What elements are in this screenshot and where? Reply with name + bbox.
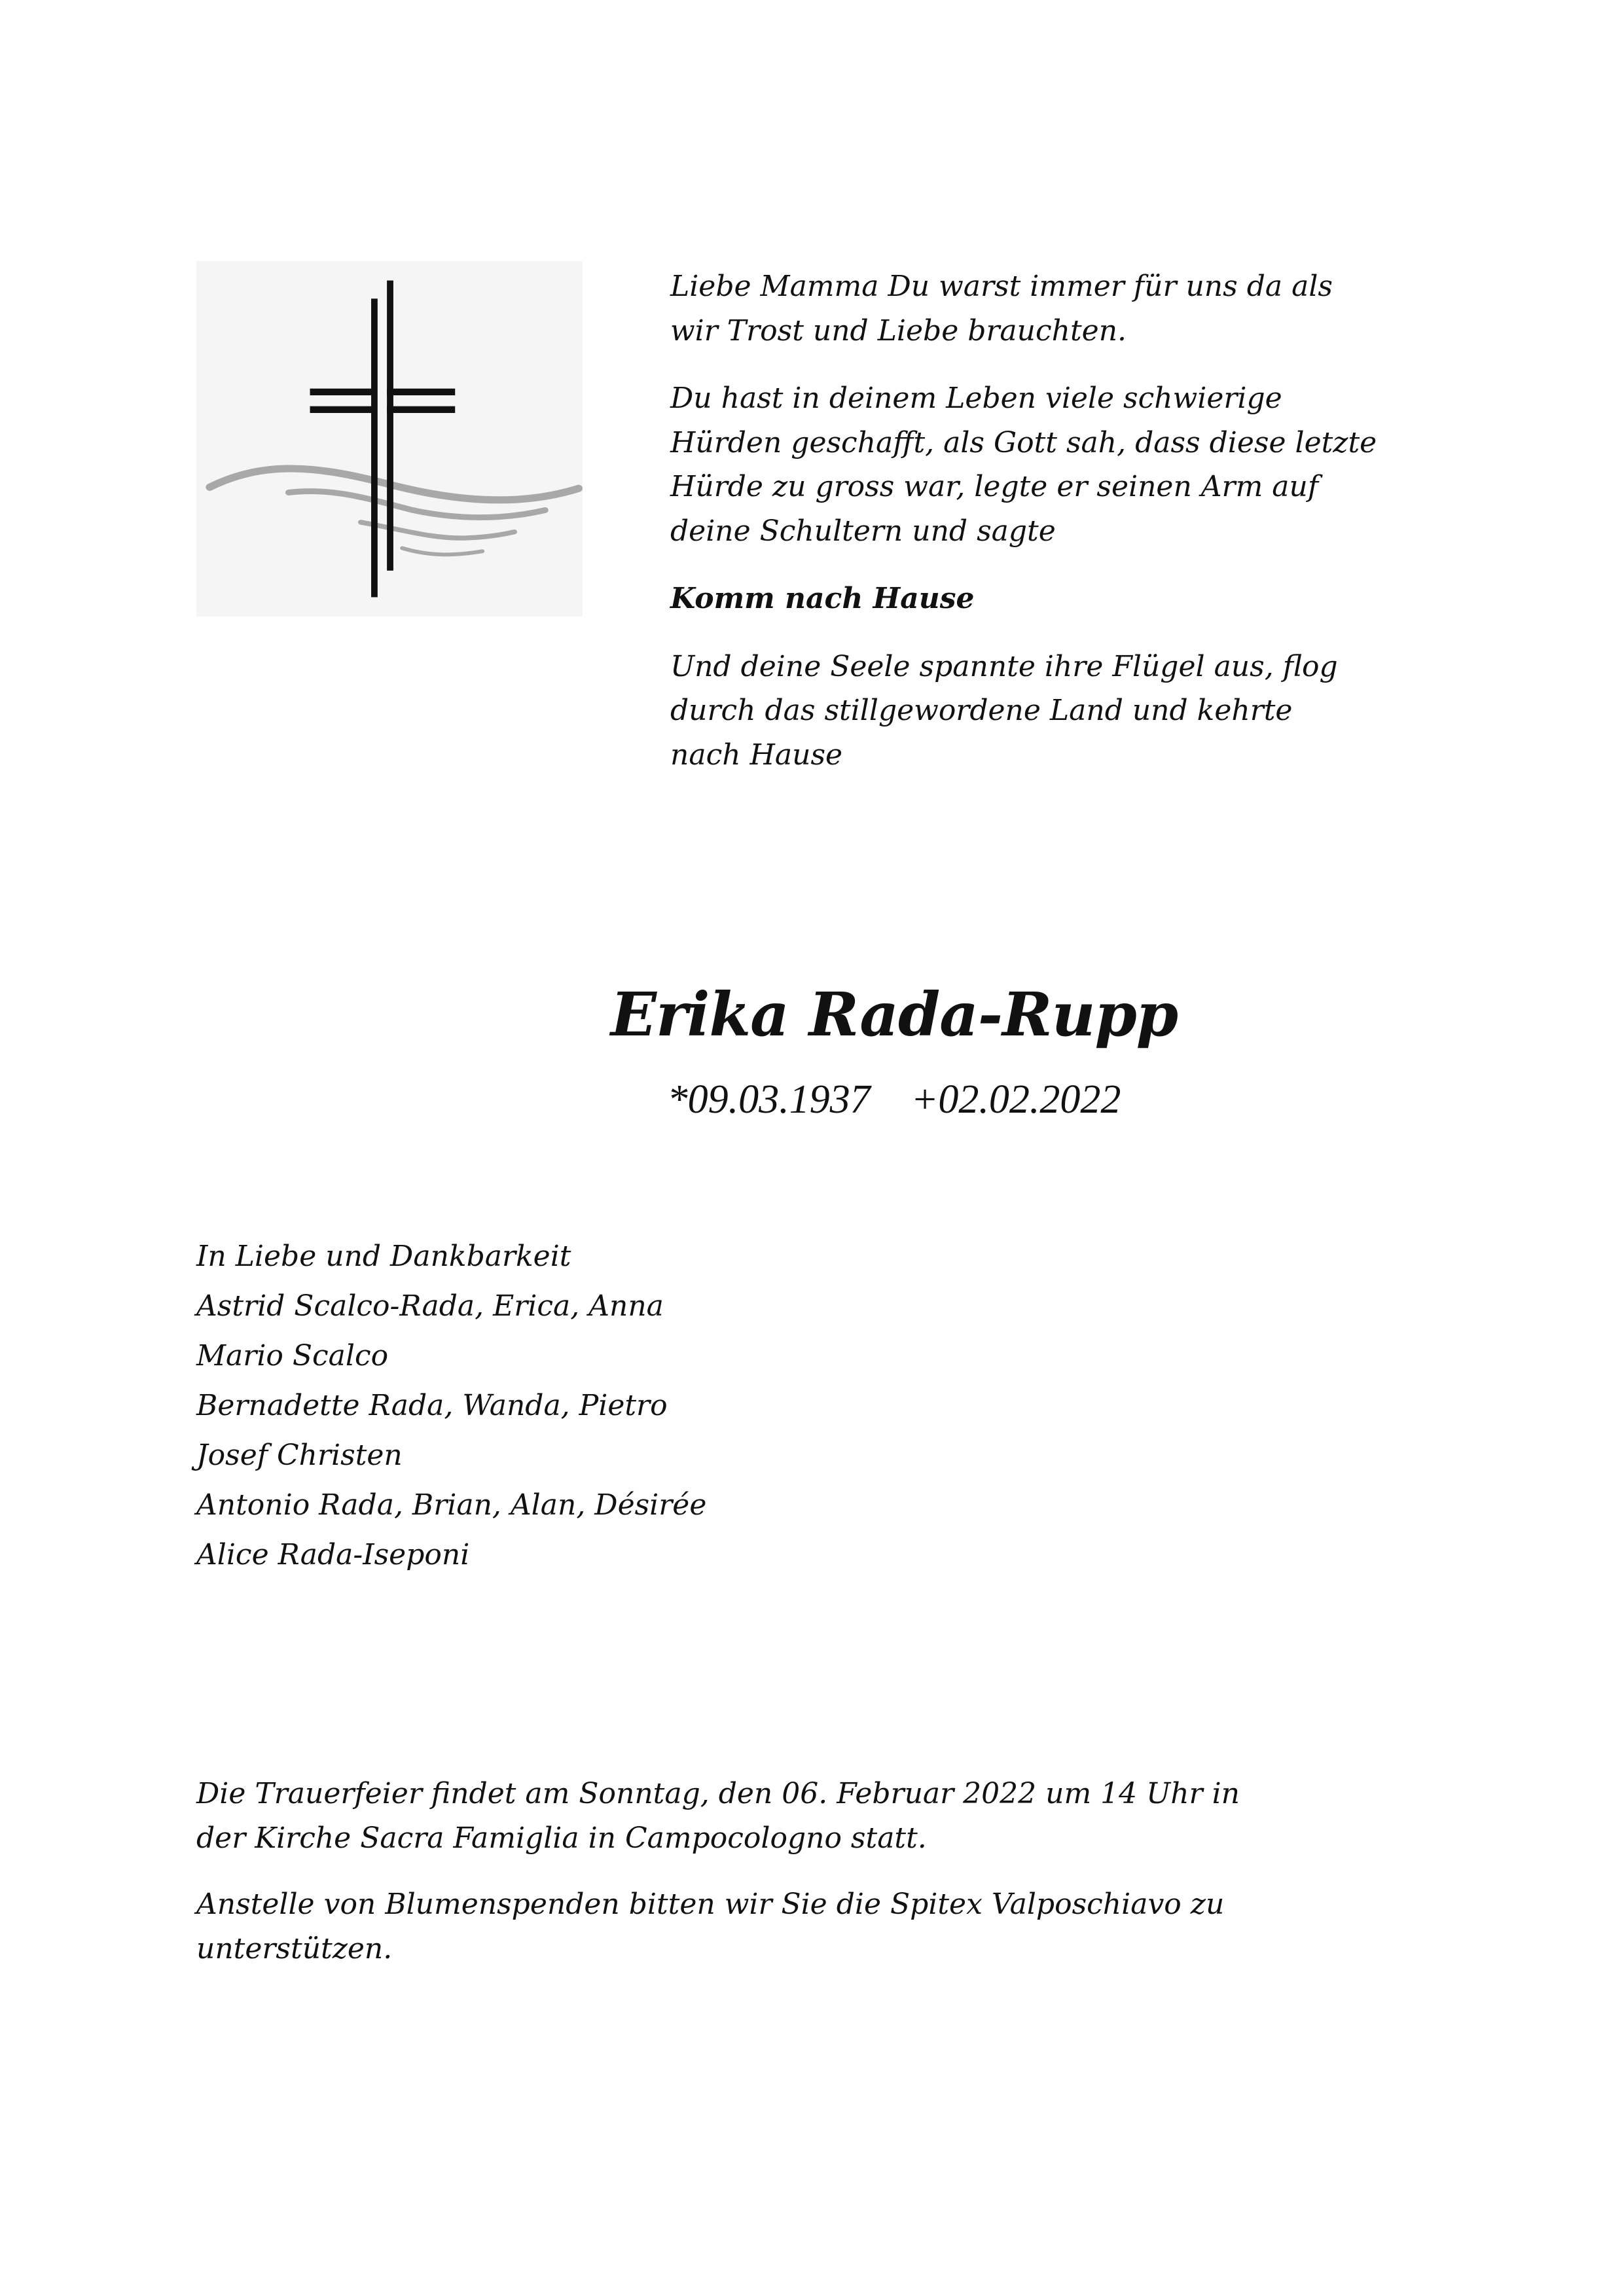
deceased-block [567, 975, 1221, 1126]
poem-stanza-1 [670, 264, 1547, 353]
poem-line: nach Hause [670, 738, 843, 772]
family-member: Bernadette Rada, Wanda, Pietro [196, 1389, 668, 1422]
service-line: Die Trauerfeier findet am Sonntag, den 06. Februar 2022 um 14 Uhr in [196, 1777, 1240, 1810]
poem-stanza-3 [670, 577, 1547, 621]
family-list [196, 1232, 706, 1580]
poem-line: deine Schultern und sagte [670, 514, 1056, 548]
donation-note [196, 1882, 1440, 1971]
poem-line: wir Trost und Liebe brauchten. [670, 314, 1127, 348]
poem-line: Und deine Seele spannte ihre Flügel aus, flog [670, 649, 1338, 683]
poem-stanza-4 [670, 645, 1547, 778]
family-member: Antonio Rada, Brian, Alan, Désirée [196, 1488, 707, 1522]
deceased-name: Erika Rada-Rupp [610, 979, 1178, 1050]
poem-line: Du hast in deinem Leben viele schwierige [670, 382, 1282, 415]
family-intro: In Liebe und Dankbarkeit [196, 1240, 571, 1273]
cross-with-waves-icon [196, 261, 583, 617]
service-info [196, 1772, 1440, 1993]
poem-line: Komm nach Hause [670, 582, 975, 615]
poem-line: Hürde zu gross war, legte er seinen Arm auf [670, 470, 1319, 503]
cross-emblem [196, 261, 583, 617]
poem-stanza-2 [670, 376, 1547, 553]
family-member: Josef Christen [196, 1439, 403, 1472]
service-line: Anstelle von Blumenspenden bitten wir Sie die Spitex Valposchiavo zu [196, 1888, 1225, 1921]
family-member: Astrid Scalco-Rada, Erica, Anna [196, 1289, 664, 1323]
family-member: Mario Scalco [196, 1339, 389, 1372]
service-line: der Kirche Sacra Famiglia in Campocologno statt. [196, 1821, 927, 1855]
poem-line: durch das stillgewordene Land und kehrte [670, 694, 1293, 727]
poem [670, 264, 1547, 800]
life-dates: *09.03.1937 +02.02.2022 [667, 1077, 1121, 1122]
poem-line: Hürden geschafft, als Gott sah, dass diese letzte [670, 425, 1377, 459]
poem-line: Liebe Mamma Du warst immer für uns da als [670, 270, 1333, 303]
service-line: unterstützen. [196, 1932, 393, 1965]
funeral-details [196, 1772, 1440, 1861]
family-member: Alice Rada-Iseponi [196, 1538, 470, 1571]
